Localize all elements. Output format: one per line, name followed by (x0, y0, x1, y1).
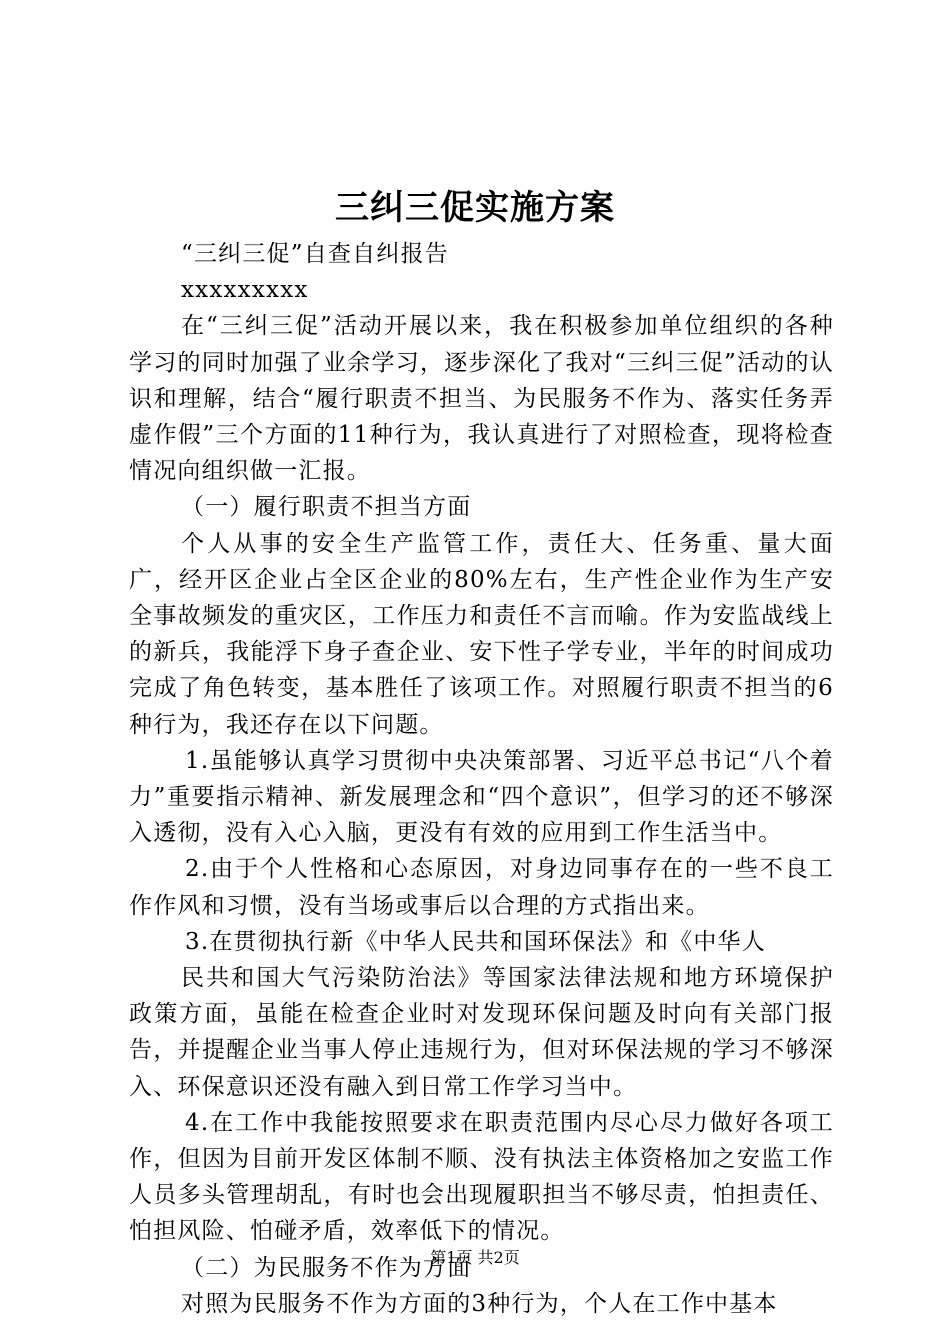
report-author: xxxxxxxxx (181, 277, 309, 304)
section-heading-1: （一）履行职责不担当方面 (181, 494, 472, 521)
paragraph-section-2: 对照为民服务不作为方面的3种行为，个人在工作中基本 (181, 1290, 778, 1317)
paragraph-section-1: 个人从事的安全生产监管工作，责任大、任务重、量大面广，经开区企业占全区企业的80%左右，生产性企业作为生产安全事故频发的重灾区，工作压力和责任不言而喻。作为安监战线上的新兵，我能浮下身子查企业、安下性子学专业，半年的时间成功完成了角色转变，基本胜任了该项工作。对照履行职责不担当的6种行为，我还存在以下问题。 (129, 530, 834, 738)
list-item-2: 2.由于个人性格和心态原因，对身边同事存在的一些不良工作作风和习惯，没有当场或事后以合理的方式指出来。 (129, 856, 834, 919)
document-body (129, 236, 834, 1322)
list-item-1: 1.虽能够认真学习贯彻中央决策部署、习近平总书记“八个着力”重要指示精神、新发展理念和“四个意识”，但学习的还不够深入透彻，没有入心入脑，更没有有效的应用到工作生活当中。 (129, 747, 834, 847)
list-item-4: 4.在工作中我能按照要求在职责范围内尽心尽力做好各项工作，但因为目前开发区体制不顺、没有执法主体资格加之安监工作人员多头管理胡乱，有时也会出现履职担当不够尽责，怕担责任、怕担风险、怕碰矛盾，效率低下的情况。 (129, 1109, 834, 1245)
document-title: 三纠三促实施方案 (335, 188, 615, 228)
list-item-3-start: 3.在贯彻执行新《中华人民共和国环保法》和《中华人 (185, 928, 766, 955)
report-subtitle: “三纠三促”自查自纠报告 (181, 241, 449, 267)
paragraph-intro: 在“三纠三促”活动开展以来，我在积极参加单位组织的各种学习的同时加强了业余学习，逐步深化了我对“三纠三促”活动的认识和理解，结合“履行职责不担当、为民服务不作为、落实任务弄虚作假”三个方面的11种行为，我认真进行了对照检查，现将检查情况向组织做一汇报。 (129, 313, 834, 485)
page-footer: 第1页 共2页 (430, 1248, 520, 1267)
list-item-3-continued: 民共和国大气污染防治法》等国家法律法规和地方环境保护政策方面，虽能在检查企业时对发现环保问题及时向有关部门报告，并提醒企业当事人停止违规行为，但对环保法规的学习不够深入、环保意识还没有融入到日常工作学习当中。 (129, 965, 834, 1100)
section-heading-2: （二）为民服务不作为方面 (181, 1254, 472, 1281)
